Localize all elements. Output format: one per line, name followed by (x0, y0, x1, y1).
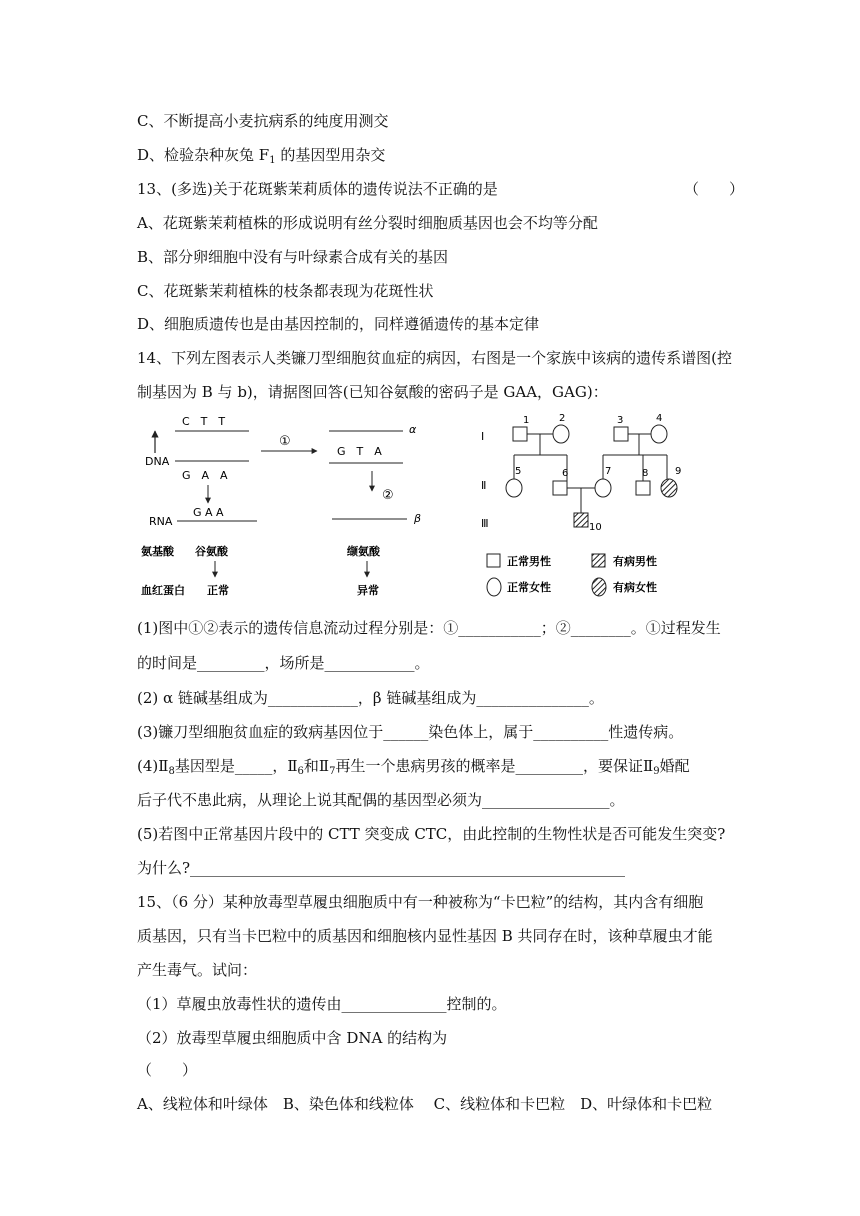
q13-option-b: B、部分卵细胞中没有与叶绿素合成有关的基因 (137, 248, 449, 266)
svg-text:6: 6 (562, 468, 569, 479)
hemoglobin-label: 血红蛋白 (141, 584, 185, 597)
generation-3-label: Ⅲ (481, 517, 489, 530)
q12-option-d: D、检验杂种灰兔 $F_1$ 的基因型用杂交 (137, 146, 386, 166)
legend-affected-male-label: 有病男性 (613, 555, 657, 568)
mutant-amino-acid: 缬氨酸 (347, 545, 380, 558)
pedigree-legend (487, 554, 657, 596)
rna-strand: G A A (193, 506, 224, 519)
normal-result: 正常 (207, 584, 229, 597)
q13-option-a: A、花斑紫茉莉植株的形成说明有丝分裂时细胞质基因也会不均等分配 (137, 214, 598, 232)
legend-normal-male-label: 正常男性 (507, 555, 551, 568)
individual-3 (614, 427, 628, 441)
q15-sub1: （1）草履虫放毒性状的遗传由______________控制的。 (137, 995, 507, 1013)
q13-option-c: C、花斑紫茉莉植株的枝条都表现为花斑性状 (137, 282, 434, 300)
q14-sub1-line1: (1)图中①②表示的遗传信息流动过程分别是：①___________；②________。①过程发生 (137, 619, 721, 637)
q13-stem: 13、(多选)关于花斑紫茉莉质体的遗传说法不正确的是 (137, 180, 498, 198)
dna-label: DNA (145, 455, 170, 468)
individual-9-affected (661, 479, 677, 497)
step-2-label: ② (382, 488, 394, 503)
individual-2 (553, 425, 569, 443)
rna-label: RNA (149, 515, 173, 528)
q15-sub2-paren: （ ） (137, 1061, 198, 1079)
legend-affected-female-label: 有病女性 (613, 581, 657, 594)
svg-text:5: 5 (515, 466, 522, 477)
normal-amino-acid: 谷氨酸 (195, 545, 228, 558)
legend-affected-female-symbol (592, 578, 606, 596)
individual-10-affected (574, 513, 588, 527)
beta-label: β (414, 512, 422, 525)
svg-text:2: 2 (559, 413, 566, 424)
generation-2-label: Ⅱ (481, 479, 487, 492)
legend-affected-male-symbol (592, 554, 605, 567)
amino-acid-label: 氨基酸 (141, 545, 174, 558)
individual-8 (636, 481, 650, 495)
individual-7 (595, 479, 611, 497)
q13-option-d: D、细胞质遗传也是由基因控制的，同样遵循遗传的基本定律 (137, 315, 540, 333)
individual-6 (553, 481, 567, 495)
svg-text:9: 9 (675, 466, 682, 477)
mutant-strand: G T A (337, 445, 382, 458)
legend-normal-male-symbol (487, 554, 500, 567)
q14-sub5-line2: 为什么?__________________________________________________________ (137, 859, 626, 877)
mutation-diagram (141, 415, 421, 597)
individual-5 (506, 479, 522, 497)
q14-sub3: (3)镰刀型细胞贫血症的致病基因位于______染色体上，属于__________性遗传病。 (137, 723, 684, 741)
q14-sub2: (2) α 链碱基组成为____________，β 链碱基组成为_______________。 (137, 689, 604, 707)
q14-sub4-line2: 后子代不患此病，从理论上说其配偶的基因型必须为_________________。 (137, 791, 625, 809)
q12-option-c: C、不断提高小麦抗病系的纯度用测交 (137, 112, 389, 130)
individual-4 (651, 425, 667, 443)
legend-normal-female-label: 正常女性 (507, 581, 551, 594)
svg-text:8: 8 (642, 468, 649, 479)
svg-text:4: 4 (656, 413, 663, 424)
q14-stem-line1: 14、下列左图表示人类镰刀型细胞贫血症的病因，右图是一个家族中该病的遗传系谱图(控 (137, 349, 732, 367)
q14-sub1-line2: 的时间是_________，场所是____________。 (137, 654, 430, 672)
q15-stem-line1: 15、（6 分）某种放毒型草履虫细胞质中有一种被称为“卡巴粒”的结构，其内含有细胞 (137, 893, 704, 911)
svg-text:10: 10 (589, 522, 602, 533)
bottom-strand: G A A (182, 469, 228, 482)
abnormal-result: 异常 (357, 584, 379, 597)
q13-answer-paren: （ ） (684, 180, 745, 198)
top-strand: C T T (182, 415, 226, 428)
individual-1 (513, 427, 527, 441)
q15-options: A、线粒体和叶绿体 B、染色体和线粒体 C、线粒体和卡巴粒 D、叶绿体和卡巴粒 (137, 1095, 713, 1113)
pedigree-chart (481, 413, 681, 596)
q15-sub2: （2）放毒型草履虫细胞质中含 DNA 的结构为 (137, 1029, 448, 1047)
generation-1-label: Ⅰ (481, 430, 485, 443)
q14-sub4-line1: $(4)Ⅱ_8$基因型是_____，$Ⅱ_6$和$Ⅱ_7$再生一个患病男孩的概率是_________，要保证$Ⅱ_9$婚配 (137, 757, 690, 777)
svg-text:1: 1 (523, 415, 530, 426)
q14-sub5-line1: (5)若图中正常基因片段中的 CTT 突变成 CTC，由此控制的生物性状是否可能发生突变? (137, 825, 726, 843)
q14-stem-line2: 制基因为 B 与 b)，请据图回答(已知谷氨酸的密码子是 GAA，GAG)： (137, 383, 608, 401)
q14-figure (137, 405, 737, 605)
q15-stem-line3: 产生毒气。试问： (137, 961, 258, 979)
step-1-label: ① (279, 434, 291, 449)
q15-stem-line2: 质基因，只有当卡巴粒中的质基因和细胞核内显性基因 B 共同存在时，该种草履虫才能 (137, 927, 713, 945)
svg-text:3: 3 (617, 415, 624, 426)
svg-text:7: 7 (605, 466, 612, 477)
alpha-label: α (409, 423, 417, 436)
legend-normal-female-symbol (487, 578, 501, 596)
